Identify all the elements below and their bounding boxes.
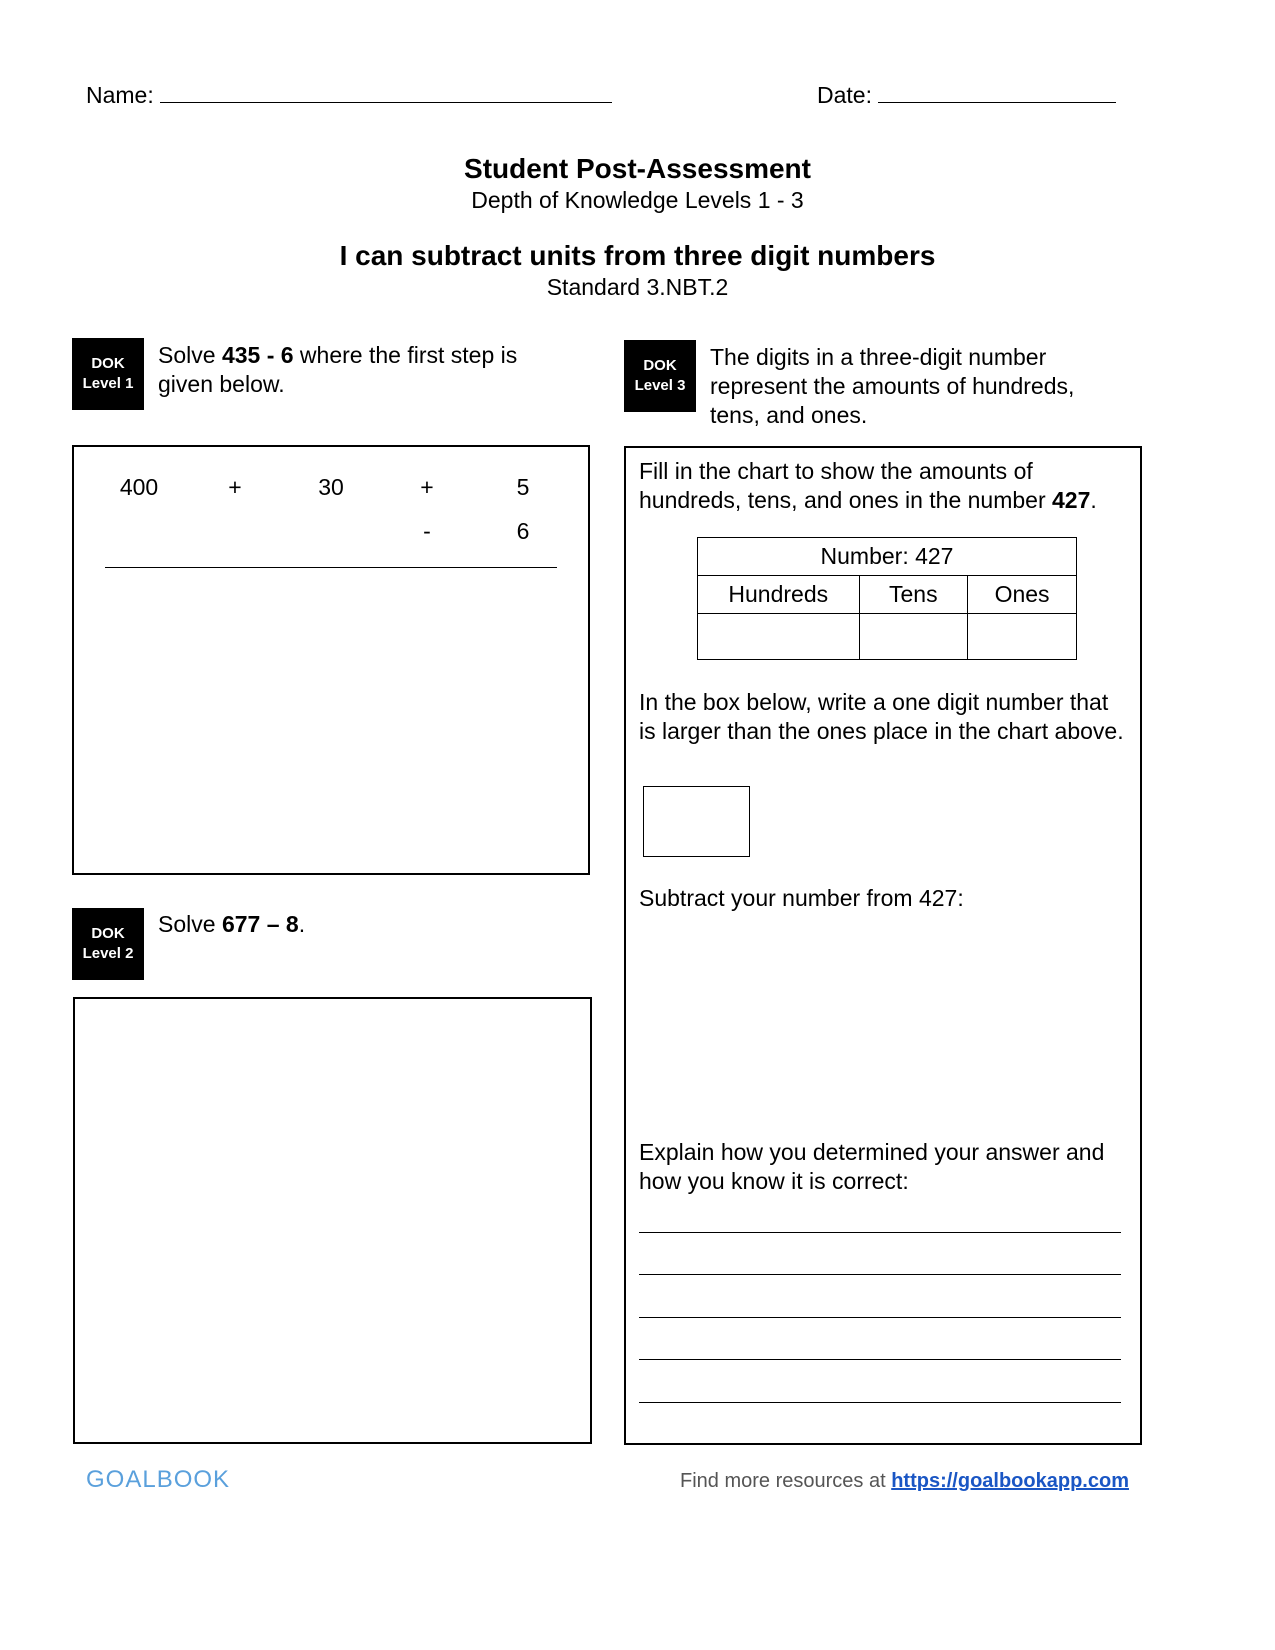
dok-range: Depth of Knowledge Levels 1 - 3 — [471, 187, 804, 213]
chart-header-ones: Ones — [968, 576, 1077, 614]
chart-title: Number: 427 — [698, 538, 1077, 576]
goalbook-logo-text: GOALBOOK — [86, 1466, 231, 1493]
dok-badge-line1: DOK — [91, 925, 125, 942]
q1-subtrahend: 6 — [516, 518, 530, 544]
dok-badge-line1: DOK — [91, 355, 125, 372]
q1-minus: - — [423, 518, 431, 544]
q1-answer-line — [105, 567, 557, 568]
q1-work-box[interactable] — [72, 445, 590, 875]
q3-work-box — [624, 446, 1142, 1445]
q3-subtract-work-area[interactable] — [639, 918, 1129, 1133]
q2-prompt: Solve 677 – 8. — [158, 911, 306, 937]
q1-tens: 30 — [318, 474, 344, 500]
explain-line-4[interactable] — [639, 1359, 1121, 1360]
dok-level-2-badge — [72, 908, 144, 980]
dok-level-3-badge — [624, 340, 696, 412]
date-line[interactable] — [878, 82, 1116, 103]
one-digit-answer-box[interactable] — [643, 786, 750, 857]
explain-line-2[interactable] — [639, 1274, 1121, 1275]
chart-header-hundreds: Hundreds — [698, 576, 860, 614]
chart-cell-tens[interactable] — [859, 614, 968, 660]
q1-ones: 5 — [516, 474, 530, 500]
name-line[interactable] — [160, 82, 612, 103]
standard-label: Standard 3.NBT.2 — [546, 274, 729, 300]
date-field[interactable] — [817, 82, 1116, 109]
place-value-chart — [697, 537, 1077, 660]
dok-badge-line2: Level 3 — [634, 377, 686, 394]
explain-line-1[interactable] — [639, 1232, 1121, 1233]
q3-subtract-prompt: Subtract your number from 427: — [639, 885, 964, 911]
explain-line-5[interactable] — [639, 1402, 1121, 1403]
q1-hundreds: 400 — [119, 474, 159, 500]
footer-resources — [680, 1470, 1129, 1493]
dok-badge-line1: DOK — [643, 357, 677, 374]
chart-cell-ones[interactable] — [968, 614, 1077, 660]
dok-badge-line2: Level 2 — [82, 945, 134, 962]
name-field[interactable] — [86, 82, 612, 109]
q2-work-box[interactable] — [73, 997, 592, 1444]
q3-fill-prompt: Fill in the chart to show the amounts of hundreds, tens, and ones in the number 427. — [639, 458, 1097, 513]
page-title: Student Post-Assessment — [464, 153, 811, 184]
objective-title: I can subtract units from three digit numbers — [339, 240, 936, 271]
goalbook-logo — [86, 1466, 230, 1494]
footer-text: Find more resources at — [680, 1470, 892, 1492]
explain-line-3[interactable] — [639, 1317, 1121, 1318]
footer-link[interactable]: https://goalbookapp.com — [891, 1470, 1129, 1492]
q1-prompt: Solve 435 - 6 where the first step is given below. — [158, 342, 518, 397]
q3-box-prompt: In the box below, write a one digit number that is larger than the ones place in the chart above. — [639, 689, 1124, 744]
q1-plus-1: + — [228, 474, 242, 500]
date-label: Date: — [817, 82, 872, 108]
q3-prompt: The digits in a three-digit number represent the amounts of hundreds, tens, and ones. — [710, 344, 1075, 428]
dok-level-1-badge — [72, 338, 144, 410]
q1-plus-2: + — [420, 474, 434, 500]
dok-badge-line2: Level 1 — [82, 375, 134, 392]
chart-cell-hundreds[interactable] — [698, 614, 860, 660]
chart-header-tens: Tens — [859, 576, 968, 614]
q3-explain-prompt: Explain how you determined your answer and how you know it is correct: — [639, 1139, 1105, 1194]
name-label: Name: — [86, 82, 154, 108]
